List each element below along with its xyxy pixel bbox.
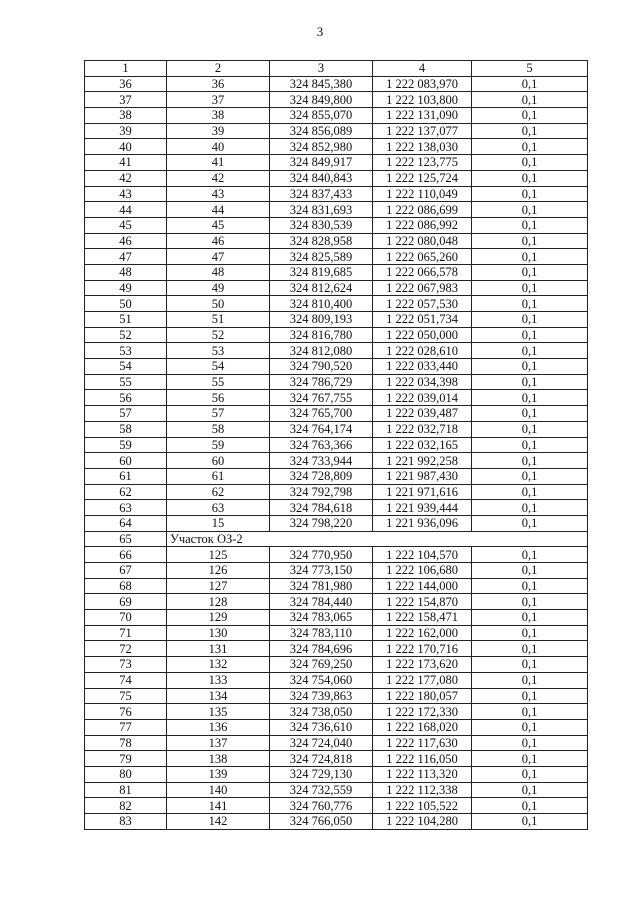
table-row	[85, 359, 588, 375]
y-coordinate-cell: 1 222 103,800	[373, 92, 472, 108]
x-coordinate-cell: 324 855,070	[270, 108, 373, 124]
x-coordinate-cell: 324 812,080	[270, 343, 373, 359]
x-coordinate-cell: 324 765,700	[270, 406, 373, 422]
accuracy-cell: 0,1	[472, 468, 588, 484]
x-coordinate-cell: 324 754,060	[270, 672, 373, 688]
table-row	[85, 625, 588, 641]
accuracy-cell: 0,1	[472, 782, 588, 798]
point-number-cell: 56	[167, 390, 270, 406]
table-row	[85, 312, 588, 328]
y-coordinate-cell: 1 222 057,530	[373, 296, 472, 312]
section-title-cell: Участок ОЗ-2	[167, 531, 588, 547]
row-number-cell: 81	[85, 782, 167, 798]
table-row	[85, 735, 588, 751]
point-number-cell: 48	[167, 264, 270, 280]
x-coordinate-cell: 324 738,050	[270, 704, 373, 720]
row-number-cell: 66	[85, 547, 167, 563]
row-number-cell: 58	[85, 421, 167, 437]
table-row	[85, 578, 588, 594]
point-number-cell: 44	[167, 202, 270, 218]
row-number-cell: 76	[85, 704, 167, 720]
coordinates-table	[84, 60, 588, 830]
row-number-cell: 53	[85, 343, 167, 359]
table-row	[85, 155, 588, 171]
y-coordinate-cell: 1 222 065,260	[373, 249, 472, 265]
point-number-cell: 131	[167, 641, 270, 657]
table-row	[85, 484, 588, 500]
table-row	[85, 343, 588, 359]
accuracy-cell: 0,1	[472, 688, 588, 704]
accuracy-cell: 0,1	[472, 547, 588, 563]
table-body	[85, 76, 588, 829]
accuracy-cell: 0,1	[472, 202, 588, 218]
page-number: 3	[316, 24, 324, 39]
y-coordinate-cell: 1 222 180,057	[373, 688, 472, 704]
point-number-cell: 47	[167, 249, 270, 265]
point-number-cell: 37	[167, 92, 270, 108]
table-row	[85, 500, 588, 516]
accuracy-cell: 0,1	[472, 217, 588, 233]
accuracy-cell: 0,1	[472, 327, 588, 343]
x-coordinate-cell: 324 739,863	[270, 688, 373, 704]
x-coordinate-cell: 324 781,980	[270, 578, 373, 594]
x-coordinate-cell: 324 819,685	[270, 264, 373, 280]
x-coordinate-cell: 324 828,958	[270, 233, 373, 249]
accuracy-cell: 0,1	[472, 296, 588, 312]
x-coordinate-cell: 324 831,693	[270, 202, 373, 218]
accuracy-cell: 0,1	[472, 139, 588, 155]
point-number-cell: 62	[167, 484, 270, 500]
accuracy-cell: 0,1	[472, 751, 588, 767]
accuracy-cell: 0,1	[472, 92, 588, 108]
x-coordinate-cell: 324 766,050	[270, 814, 373, 830]
y-coordinate-cell: 1 222 173,620	[373, 657, 472, 673]
accuracy-cell: 0,1	[472, 359, 588, 375]
y-coordinate-cell: 1 221 936,096	[373, 515, 472, 531]
point-number-cell: 53	[167, 343, 270, 359]
accuracy-cell: 0,1	[472, 578, 588, 594]
header-cell-4: 4	[373, 61, 472, 77]
y-coordinate-cell: 1 222 154,870	[373, 594, 472, 610]
point-number-cell: 58	[167, 421, 270, 437]
row-number-cell: 79	[85, 751, 167, 767]
accuracy-cell: 0,1	[472, 155, 588, 171]
accuracy-cell: 0,1	[472, 264, 588, 280]
row-number-cell: 65	[85, 531, 167, 547]
accuracy-cell: 0,1	[472, 123, 588, 139]
y-coordinate-cell: 1 222 117,630	[373, 735, 472, 751]
point-number-cell: 57	[167, 406, 270, 422]
accuracy-cell: 0,1	[472, 343, 588, 359]
point-number-cell: 60	[167, 453, 270, 469]
y-coordinate-cell: 1 222 086,699	[373, 202, 472, 218]
x-coordinate-cell: 324 729,130	[270, 766, 373, 782]
row-number-cell: 73	[85, 657, 167, 673]
accuracy-cell: 0,1	[472, 280, 588, 296]
y-coordinate-cell: 1 222 080,048	[373, 233, 472, 249]
table-row	[85, 766, 588, 782]
accuracy-cell: 0,1	[472, 610, 588, 626]
accuracy-cell: 0,1	[472, 735, 588, 751]
accuracy-cell: 0,1	[472, 406, 588, 422]
point-number-cell: 127	[167, 578, 270, 594]
point-number-cell: 45	[167, 217, 270, 233]
row-number-cell: 40	[85, 139, 167, 155]
point-number-cell: 43	[167, 186, 270, 202]
table-row	[85, 563, 588, 579]
x-coordinate-cell: 324 784,440	[270, 594, 373, 610]
accuracy-cell: 0,1	[472, 594, 588, 610]
accuracy-cell: 0,1	[472, 563, 588, 579]
x-coordinate-cell: 324 812,624	[270, 280, 373, 296]
point-number-cell: 128	[167, 594, 270, 610]
point-number-cell: 46	[167, 233, 270, 249]
table-row	[85, 139, 588, 155]
x-coordinate-cell: 324 790,520	[270, 359, 373, 375]
table-row	[85, 547, 588, 563]
accuracy-cell: 0,1	[472, 814, 588, 830]
y-coordinate-cell: 1 222 033,440	[373, 359, 472, 375]
row-number-cell: 37	[85, 92, 167, 108]
y-coordinate-cell: 1 221 971,616	[373, 484, 472, 500]
y-coordinate-cell: 1 222 105,522	[373, 798, 472, 814]
point-number-cell: 130	[167, 625, 270, 641]
row-number-cell: 61	[85, 468, 167, 484]
x-coordinate-cell: 324 783,110	[270, 625, 373, 641]
table-row	[85, 76, 588, 92]
table-row	[85, 390, 588, 406]
row-number-cell: 63	[85, 500, 167, 516]
row-number-cell: 69	[85, 594, 167, 610]
point-number-cell: 63	[167, 500, 270, 516]
accuracy-cell: 0,1	[472, 500, 588, 516]
y-coordinate-cell: 1 222 050,000	[373, 327, 472, 343]
table-row	[85, 108, 588, 124]
row-number-cell: 60	[85, 453, 167, 469]
row-number-cell: 82	[85, 798, 167, 814]
point-number-cell: 59	[167, 437, 270, 453]
y-coordinate-cell: 1 222 034,398	[373, 374, 472, 390]
x-coordinate-cell: 324 769,250	[270, 657, 373, 673]
y-coordinate-cell: 1 222 039,487	[373, 406, 472, 422]
table-row	[85, 641, 588, 657]
x-coordinate-cell: 324 837,433	[270, 186, 373, 202]
point-number-cell: 41	[167, 155, 270, 171]
accuracy-cell: 0,1	[472, 374, 588, 390]
row-number-cell: 52	[85, 327, 167, 343]
table-row	[85, 782, 588, 798]
row-number-cell: 38	[85, 108, 167, 124]
point-number-cell: 40	[167, 139, 270, 155]
y-coordinate-cell: 1 222 067,983	[373, 280, 472, 296]
y-coordinate-cell: 1 222 172,330	[373, 704, 472, 720]
point-number-cell: 136	[167, 719, 270, 735]
y-coordinate-cell: 1 222 066,578	[373, 264, 472, 280]
accuracy-cell: 0,1	[472, 625, 588, 641]
row-number-cell: 54	[85, 359, 167, 375]
accuracy-cell: 0,1	[472, 766, 588, 782]
x-coordinate-cell: 324 783,065	[270, 610, 373, 626]
section-row	[85, 531, 588, 547]
row-number-cell: 57	[85, 406, 167, 422]
point-number-cell: 134	[167, 688, 270, 704]
y-coordinate-cell: 1 222 125,724	[373, 170, 472, 186]
y-coordinate-cell: 1 222 086,992	[373, 217, 472, 233]
x-coordinate-cell: 324 732,559	[270, 782, 373, 798]
table-header-row	[85, 61, 588, 77]
row-number-cell: 77	[85, 719, 167, 735]
table-row	[85, 249, 588, 265]
table-row	[85, 672, 588, 688]
x-coordinate-cell: 324 852,980	[270, 139, 373, 155]
accuracy-cell: 0,1	[472, 186, 588, 202]
y-coordinate-cell: 1 222 051,734	[373, 312, 472, 328]
table-row	[85, 421, 588, 437]
y-coordinate-cell: 1 222 162,000	[373, 625, 472, 641]
row-number-cell: 72	[85, 641, 167, 657]
y-coordinate-cell: 1 222 144,000	[373, 578, 472, 594]
accuracy-cell: 0,1	[472, 76, 588, 92]
y-coordinate-cell: 1 222 113,320	[373, 766, 472, 782]
point-number-cell: 49	[167, 280, 270, 296]
row-number-cell: 43	[85, 186, 167, 202]
table-row	[85, 327, 588, 343]
accuracy-cell: 0,1	[472, 421, 588, 437]
accuracy-cell: 0,1	[472, 641, 588, 657]
row-number-cell: 74	[85, 672, 167, 688]
y-coordinate-cell: 1 222 158,471	[373, 610, 472, 626]
point-number-cell: 52	[167, 327, 270, 343]
table-row	[85, 594, 588, 610]
x-coordinate-cell: 324 760,776	[270, 798, 373, 814]
header-cell-2: 2	[167, 61, 270, 77]
point-number-cell: 51	[167, 312, 270, 328]
accuracy-cell: 0,1	[472, 437, 588, 453]
table-row	[85, 610, 588, 626]
y-coordinate-cell: 1 222 116,050	[373, 751, 472, 767]
row-number-cell: 49	[85, 280, 167, 296]
table-row	[85, 751, 588, 767]
accuracy-cell: 0,1	[472, 453, 588, 469]
table-row	[85, 92, 588, 108]
y-coordinate-cell: 1 222 170,716	[373, 641, 472, 657]
row-number-cell: 62	[85, 484, 167, 500]
point-number-cell: 133	[167, 672, 270, 688]
table-row	[85, 468, 588, 484]
accuracy-cell: 0,1	[472, 390, 588, 406]
x-coordinate-cell: 324 840,843	[270, 170, 373, 186]
table-row	[85, 704, 588, 720]
accuracy-cell: 0,1	[472, 249, 588, 265]
x-coordinate-cell: 324 830,539	[270, 217, 373, 233]
table-row	[85, 374, 588, 390]
y-coordinate-cell: 1 222 177,080	[373, 672, 472, 688]
row-number-cell: 55	[85, 374, 167, 390]
header-cell-1: 1	[85, 61, 167, 77]
table-row	[85, 437, 588, 453]
x-coordinate-cell: 324 773,150	[270, 563, 373, 579]
y-coordinate-cell: 1 222 032,718	[373, 421, 472, 437]
table-row	[85, 123, 588, 139]
table-row	[85, 798, 588, 814]
row-number-cell: 67	[85, 563, 167, 579]
row-number-cell: 83	[85, 814, 167, 830]
row-number-cell: 45	[85, 217, 167, 233]
row-number-cell: 51	[85, 312, 167, 328]
row-number-cell: 50	[85, 296, 167, 312]
y-coordinate-cell: 1 222 032,165	[373, 437, 472, 453]
y-coordinate-cell: 1 222 083,970	[373, 76, 472, 92]
row-number-cell: 64	[85, 515, 167, 531]
point-number-cell: 55	[167, 374, 270, 390]
row-number-cell: 39	[85, 123, 167, 139]
x-coordinate-cell: 324 792,798	[270, 484, 373, 500]
row-number-cell: 42	[85, 170, 167, 186]
accuracy-cell: 0,1	[472, 170, 588, 186]
table-row	[85, 406, 588, 422]
row-number-cell: 47	[85, 249, 167, 265]
x-coordinate-cell: 324 845,380	[270, 76, 373, 92]
point-number-cell: 126	[167, 563, 270, 579]
point-number-cell: 39	[167, 123, 270, 139]
table-row	[85, 170, 588, 186]
x-coordinate-cell: 324 764,174	[270, 421, 373, 437]
y-coordinate-cell: 1 222 104,280	[373, 814, 472, 830]
x-coordinate-cell: 324 736,610	[270, 719, 373, 735]
header-cell-5: 5	[472, 61, 588, 77]
table-row	[85, 657, 588, 673]
point-number-cell: 50	[167, 296, 270, 312]
row-number-cell: 68	[85, 578, 167, 594]
y-coordinate-cell: 1 222 106,680	[373, 563, 472, 579]
point-number-cell: 42	[167, 170, 270, 186]
y-coordinate-cell: 1 222 123,775	[373, 155, 472, 171]
table-row	[85, 688, 588, 704]
point-number-cell: 132	[167, 657, 270, 673]
x-coordinate-cell: 324 825,589	[270, 249, 373, 265]
x-coordinate-cell: 324 767,755	[270, 390, 373, 406]
y-coordinate-cell: 1 222 112,338	[373, 782, 472, 798]
point-number-cell: 140	[167, 782, 270, 798]
point-number-cell: 139	[167, 766, 270, 782]
table-row	[85, 719, 588, 735]
x-coordinate-cell: 324 786,729	[270, 374, 373, 390]
y-coordinate-cell: 1 221 992,258	[373, 453, 472, 469]
point-number-cell: 142	[167, 814, 270, 830]
x-coordinate-cell: 324 770,950	[270, 547, 373, 563]
y-coordinate-cell: 1 222 131,090	[373, 108, 472, 124]
x-coordinate-cell: 324 724,040	[270, 735, 373, 751]
point-number-cell: 36	[167, 76, 270, 92]
x-coordinate-cell: 324 856,089	[270, 123, 373, 139]
x-coordinate-cell: 324 810,400	[270, 296, 373, 312]
row-number-cell: 80	[85, 766, 167, 782]
accuracy-cell: 0,1	[472, 672, 588, 688]
accuracy-cell: 0,1	[472, 704, 588, 720]
table-row	[85, 296, 588, 312]
y-coordinate-cell: 1 222 138,030	[373, 139, 472, 155]
y-coordinate-cell: 1 221 939,444	[373, 500, 472, 516]
row-number-cell: 41	[85, 155, 167, 171]
accuracy-cell: 0,1	[472, 719, 588, 735]
accuracy-cell: 0,1	[472, 484, 588, 500]
x-coordinate-cell: 324 849,917	[270, 155, 373, 171]
point-number-cell: 54	[167, 359, 270, 375]
row-number-cell: 59	[85, 437, 167, 453]
point-number-cell: 138	[167, 751, 270, 767]
y-coordinate-cell: 1 222 168,020	[373, 719, 472, 735]
accuracy-cell: 0,1	[472, 798, 588, 814]
row-number-cell: 56	[85, 390, 167, 406]
row-number-cell: 71	[85, 625, 167, 641]
table-row	[85, 515, 588, 531]
row-number-cell: 70	[85, 610, 167, 626]
row-number-cell: 44	[85, 202, 167, 218]
x-coordinate-cell: 324 763,366	[270, 437, 373, 453]
table-row	[85, 453, 588, 469]
header-cell-3: 3	[270, 61, 373, 77]
table-row	[85, 233, 588, 249]
accuracy-cell: 0,1	[472, 515, 588, 531]
y-coordinate-cell: 1 221 987,430	[373, 468, 472, 484]
point-number-cell: 129	[167, 610, 270, 626]
x-coordinate-cell: 324 784,618	[270, 500, 373, 516]
point-number-cell: 61	[167, 468, 270, 484]
y-coordinate-cell: 1 222 028,610	[373, 343, 472, 359]
x-coordinate-cell: 324 728,809	[270, 468, 373, 484]
row-number-cell: 48	[85, 264, 167, 280]
table-row	[85, 217, 588, 233]
x-coordinate-cell: 324 784,696	[270, 641, 373, 657]
table-row	[85, 264, 588, 280]
y-coordinate-cell: 1 222 039,014	[373, 390, 472, 406]
y-coordinate-cell: 1 222 104,570	[373, 547, 472, 563]
point-number-cell: 125	[167, 547, 270, 563]
accuracy-cell: 0,1	[472, 312, 588, 328]
row-number-cell: 46	[85, 233, 167, 249]
accuracy-cell: 0,1	[472, 233, 588, 249]
row-number-cell: 78	[85, 735, 167, 751]
x-coordinate-cell: 324 816,780	[270, 327, 373, 343]
table-row	[85, 202, 588, 218]
table-row	[85, 814, 588, 830]
x-coordinate-cell: 324 849,800	[270, 92, 373, 108]
row-number-cell: 36	[85, 76, 167, 92]
y-coordinate-cell: 1 222 137,077	[373, 123, 472, 139]
table-row	[85, 186, 588, 202]
point-number-cell: 15	[167, 515, 270, 531]
accuracy-cell: 0,1	[472, 108, 588, 124]
point-number-cell: 135	[167, 704, 270, 720]
point-number-cell: 141	[167, 798, 270, 814]
y-coordinate-cell: 1 222 110,049	[373, 186, 472, 202]
x-coordinate-cell: 324 798,220	[270, 515, 373, 531]
point-number-cell: 137	[167, 735, 270, 751]
accuracy-cell: 0,1	[472, 657, 588, 673]
x-coordinate-cell: 324 809,193	[270, 312, 373, 328]
row-number-cell: 75	[85, 688, 167, 704]
x-coordinate-cell: 324 724,818	[270, 751, 373, 767]
x-coordinate-cell: 324 733,944	[270, 453, 373, 469]
table-row	[85, 280, 588, 296]
point-number-cell: 38	[167, 108, 270, 124]
